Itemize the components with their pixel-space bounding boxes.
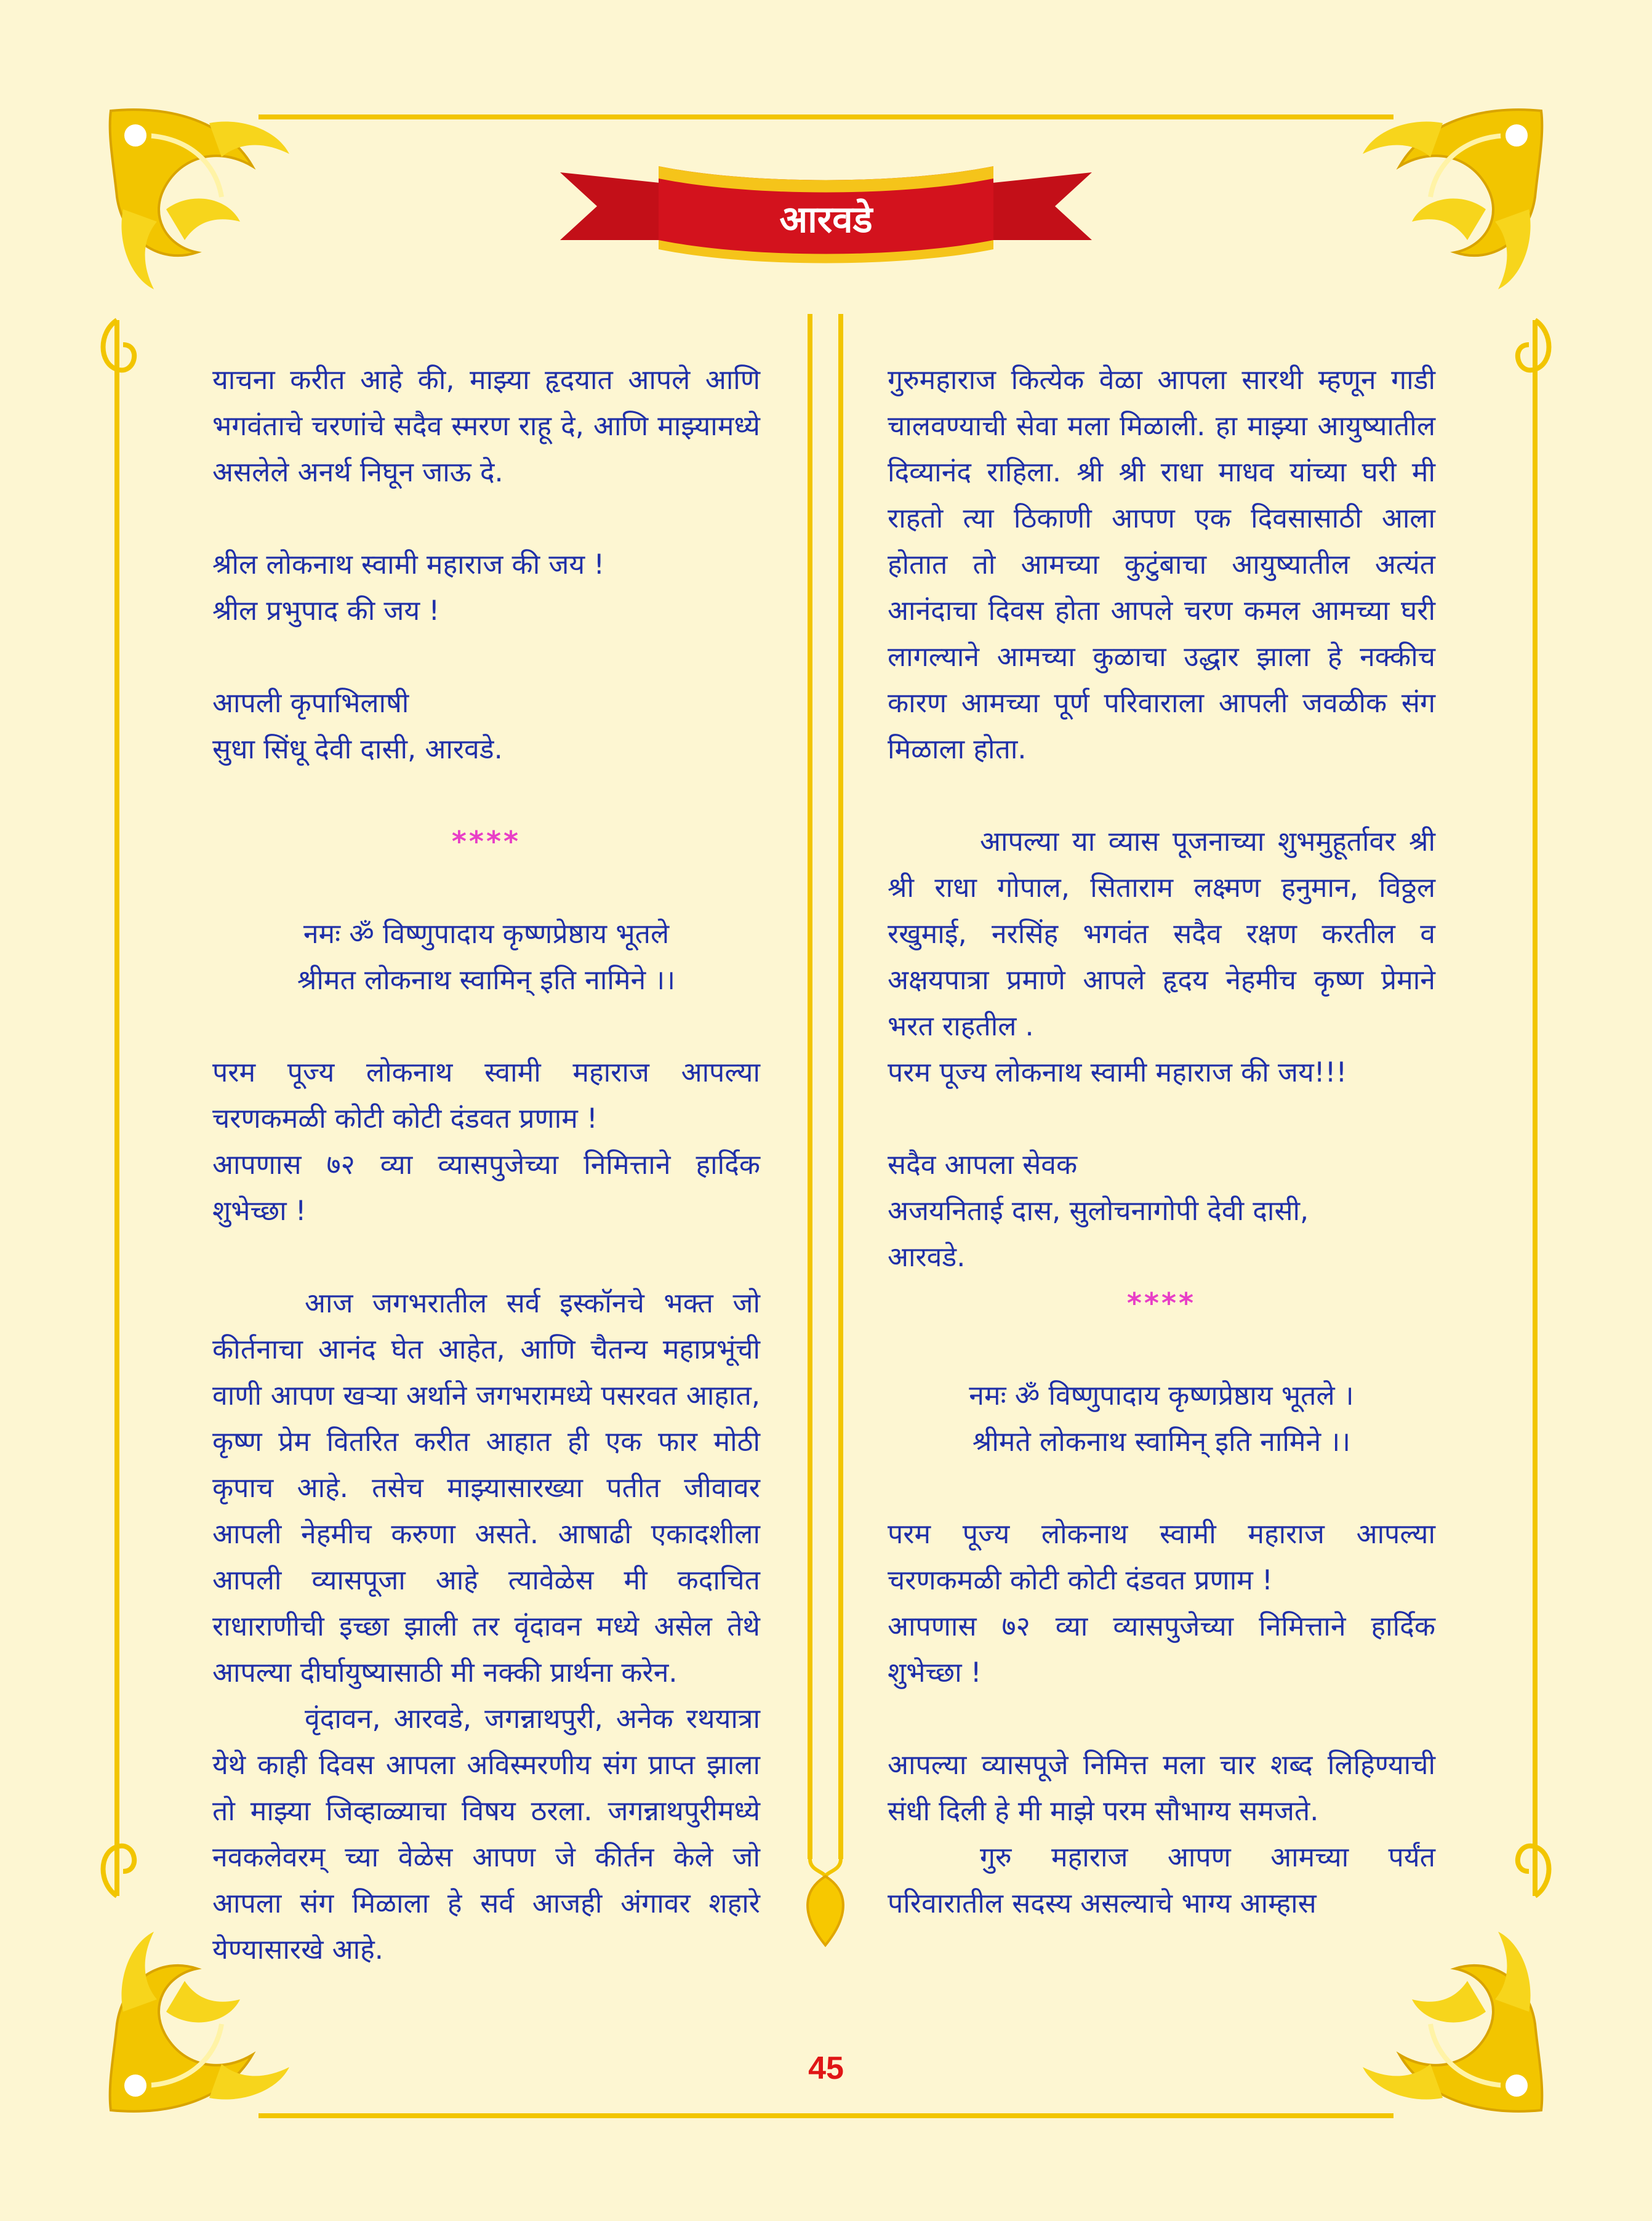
- signature-line: सदैव आपला सेवक: [888, 1149, 1078, 1181]
- paragraph: आपल्या व्यासपूजे निमित्त मला चार शब्द लिहिण्याची संधी दिली हे मी माझे परम सौभाग्य समजते.: [888, 1749, 1445, 1827]
- paragraph: आपणास ७२ व्या व्यासपुजेच्या निमित्ताने हार्दिक शुभेच्छा !: [888, 1611, 1445, 1689]
- paragraph: गुरुमहाराज कित्येक वेळा आपला सारथी म्हणून गाडी चालवण्याची सेवा मला मिळाली. हा माझ्या आयुष्यातील दिव्यानंद राहिला. श्री श्री राधा माधव यांच्या घरी मी राहतो त्या ठिकाणी आपण एक दिवसासाठी आला होतात तो आमच्या कुटुंबाचा आयुष्यातील अत्यंत आनंदाचा दिवस होता आपले चरण कमल आमच्या घरी लागल्याने आमच्या कुळाचा उद्धार झाला हे नक्कीच कारण आमच्या पूर्ण परिवाराला आपली जवळीक संग मिळाला होता.: [888, 364, 1445, 765]
- left-column: [212, 357, 769, 1973]
- paragraph: आज जगभरातील सर्व इस्कॉनचे भक्त जो कीर्तनाचा आनंद घेत आहेत, आणि चैतन्य महाप्रभूंची वाणी आपण खऱ्या अर्थाने जगभरामध्ये पसरवत आहात, कृष्ण प्रेम वितरित करीत आहात ही एक फार मोठी कृपाच आहे. तसेच माझ्यासारख्या पतीत जीवावर आपली नेहमीच करुणा असते. आषाढी एकादशीला आपली व्यासपूजा आहे त्यावेळेस मी कदाचित राधाराणीची इच्छा झाली तर वृंदावन मध्ये असेल तेथे आपल्या दीर्घायुष्यासाठी मी नक्की प्रार्थना करेन.: [212, 1288, 769, 1689]
- column-divider: [810, 314, 841, 1878]
- separator-stars: ****: [451, 825, 521, 858]
- paragraph: आपणास ७२ व्या व्यासपुजेच्या निमित्ताने हार्दिक शुभेच्छा !: [212, 1149, 769, 1227]
- page-title: आरवडे: [779, 198, 873, 241]
- corner-ornament-icon: [1363, 1932, 1542, 2111]
- paragraph: परम पूज्य लोकनाथ स्वामी महाराज की जय!!!: [888, 1057, 1347, 1088]
- verse-line: श्रीमते लोकनाथ स्वामिन् इति नामिने ।।: [972, 1426, 1351, 1458]
- paragraph: परम पूज्य लोकनाथ स्वामी महाराज आपल्या चरणकमळी कोटी कोटी दंडवत प्रणाम !: [888, 1519, 1445, 1596]
- signature-line: अजयनिताई दास, सुलोचनागोपी देवी दासी,: [888, 1195, 1309, 1227]
- signature-line: सुधा सिंधू देवी दासी, आरवडे.: [212, 734, 503, 765]
- page-number: 45: [808, 2050, 844, 2086]
- paragraph: श्रील प्रभुपाद की जय !: [212, 595, 440, 627]
- verse-line: श्रीमत लोकनाथ स्वामिन् इति नामिने ।।: [297, 965, 676, 996]
- corner-ornament-icon: [1363, 110, 1542, 289]
- right-column: [888, 357, 1445, 1927]
- separator-stars: ****: [1126, 1287, 1197, 1320]
- paragraph: आपल्या या व्यास पूजनाच्या शुभमुहूर्तावर श्री श्री राधा गोपाल, सिताराम लक्ष्मण हनुमान, विठ्ठल रखुमाई, नरसिंह भगवंत सदैव रक्षण करतील व अक्षयपात्रा प्रमाणे आपले हृदय नेहमीच कृष्ण प्रेमाने भरत राहतील .: [888, 826, 1445, 1042]
- paragraph: वृंदावन, आरवडे, जगन्नाथपुरी, अनेक रथयात्रा येथे काही दिवस आपला अविस्मरणीय संग प्राप्त झाला तो माझ्या जिव्हाळ्याचा विषय ठरला. जगन्नाथपुरीमध्ये नवकलेवरम् च्या वेळेस आपण जे कीर्तन केले जो आपला संग मिळाला हे सर्व आजही अंगावर शहारे येण्यासारखे आहे.: [212, 1703, 769, 1966]
- verse-line: नमः ॐ विष्णुपादाय कृष्णप्रेष्ठाय भूतले ।: [969, 1380, 1354, 1412]
- signature-line: आपली कृपाभिलाषी: [212, 688, 409, 719]
- signature-line: आरवडे.: [888, 1242, 966, 1273]
- paragraph: याचना करीत आहे की, माझ्या हृदयात आपले आणि भगवंताचे चरणांचे सदैव स्मरण राहू दे, आणि माझ्यामध्ये असलेले अनर्थ निघून जाऊ दे.: [212, 364, 769, 488]
- paragraph: गुरु महाराज आपण आमच्या पर्यंत परिवारातील सदस्य असल्याचे भाग्य आम्हास: [888, 1842, 1445, 1919]
- divider-drop-icon: [808, 1876, 843, 1945]
- corner-ornament-icon: [110, 110, 289, 289]
- verse-line: नमः ॐ विष्णुपादाय कृष्णप्रेष्ठाय भूतले: [303, 918, 670, 950]
- paragraph: श्रील लोकनाथ स्वामी महाराज की जय !: [212, 549, 605, 580]
- paragraph: परम पूज्य लोकनाथ स्वामी महाराज आपल्या चरणकमळी कोटी कोटी दंडवत प्रणाम !: [212, 1057, 769, 1135]
